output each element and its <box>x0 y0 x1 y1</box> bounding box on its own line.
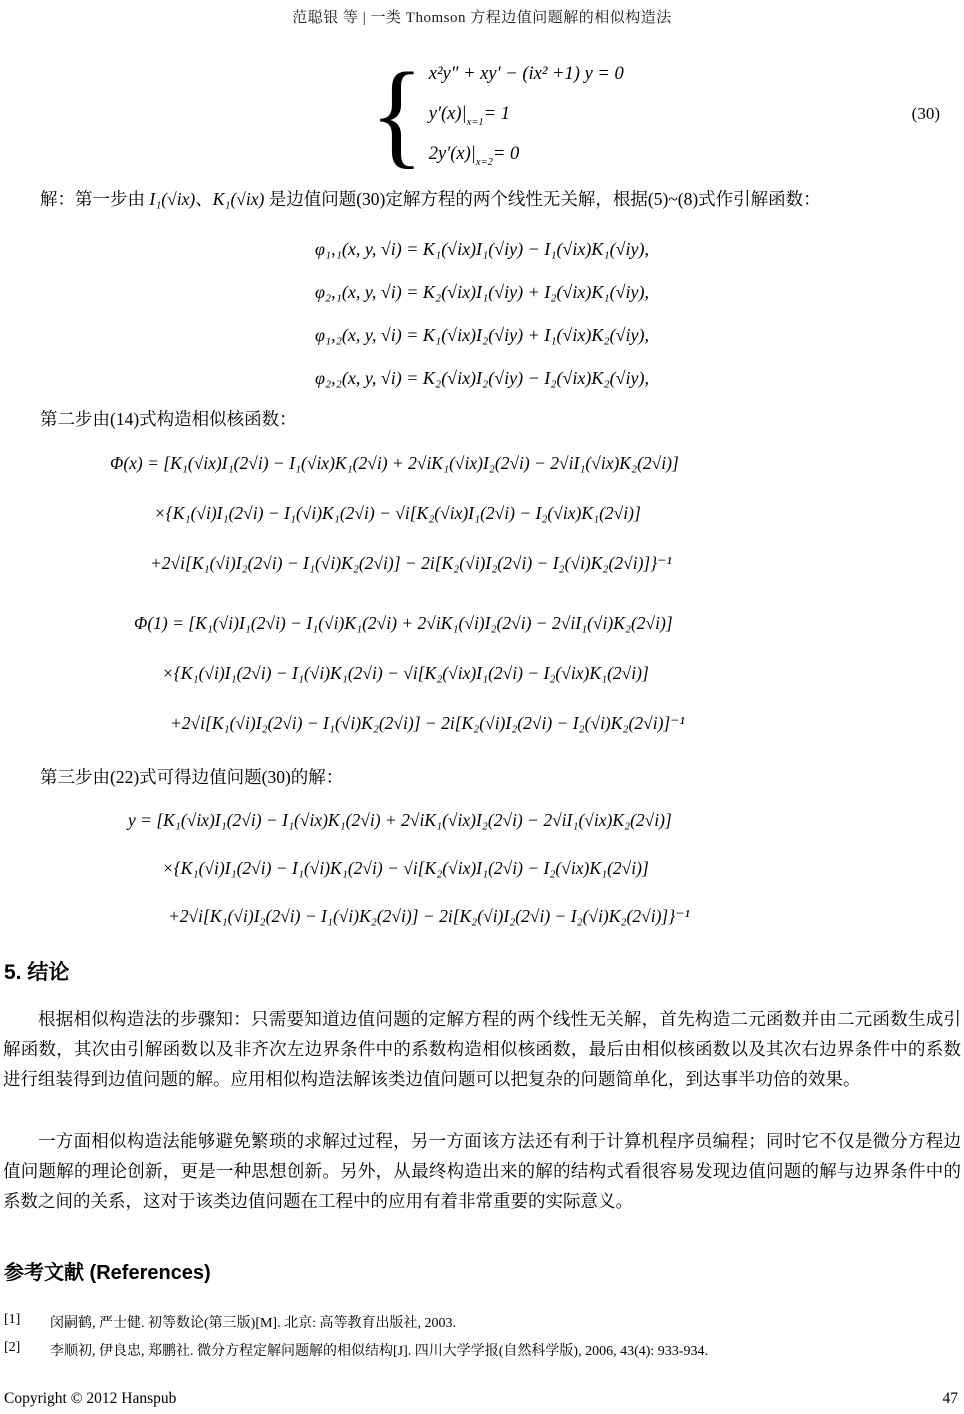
intro-text: 是边值问题(30)定解方程的两个线性无关解，根据(5)~(8)式作引解函数： <box>264 189 821 209</box>
page-footer <box>4 1390 958 1408</box>
equation-30-lines <box>429 54 624 174</box>
equation-30 <box>370 48 624 180</box>
phi-x-line-1: Φ(x) = [K₁(√ix)I₁(2√i) − I₁(√ix)K₁(2√i) + 2√iK₁(√ix)I₂(2√i) − 2√iI₁(√ix)K₂(2√i)] <box>110 453 679 473</box>
phi-x-line-3: +2√i[K₁(√i)I₂(2√i) − I₁(√i)K₂(2√i)] − 2i[K₂(√i)I₂(2√i) − I₂(√i)K₂(2√i)]}⁻¹ <box>150 553 672 573</box>
reference-list <box>4 1312 960 1368</box>
step2-label: 第二步由(14)式构造相似核函数： <box>40 409 297 429</box>
intro-math-K1: K₁(√ix) <box>212 189 265 209</box>
references-heading: 参考文献 (References) <box>4 1262 211 1284</box>
guide-function-equations <box>0 228 964 400</box>
equation-number-30: (30) <box>911 104 940 123</box>
phi-1-line-2: ×{K₁(√i)I₁(2√i) − I₁(√i)K₁(2√i) − √i[K₂(√ix)I₁(2√i) − I₂(√ix)K₁(2√i)] <box>162 663 649 683</box>
phi-1-line-1: Φ(1) = [K₁(√i)I₁(2√i) − I₁(√i)K₁(2√i) + 2√iK₁(√i)I₂(2√i) − 2√iI₁(√i)K₂(2√i)] <box>134 613 673 633</box>
intro-math-I1: I₁(√ix) <box>149 189 196 209</box>
phi-1-line-3: +2√i[K₁(√i)I₂(2√i) − I₁(√i)K₂(2√i)] − 2i[K₂(√i)I₂(2√i) − I₂(√i)K₂(2√i)]⁻¹ <box>170 713 685 733</box>
kernel-function-phi-1 <box>134 598 685 748</box>
left-curly-brace: { <box>370 48 424 180</box>
reference-index: [2] <box>4 1340 21 1355</box>
solution-y-formula <box>128 796 690 940</box>
section-heading-conclusion: 5. 结论 <box>4 961 70 984</box>
phi-equation-3: φ₁,₂(x, y, √i) = K₁(√ix)I₂(√iy) + I₁(√ix)K₂(√iy), <box>314 325 650 345</box>
equation-subscript: x=1 <box>466 116 484 128</box>
y-line-3: +2√i[K₁(√i)I₂(2√i) − I₁(√i)K₂(2√i)] − 2i[K₂(√i)I₂(2√i) − I₂(√i)K₂(2√i)]}⁻¹ <box>168 906 690 926</box>
reference-text: 闵嗣鹤, 严士健. 初等数论(第三版)[M]. 北京: 高等教育出版社, 2003. <box>50 1316 456 1331</box>
reference-item-1 <box>4 1312 960 1332</box>
phi-x-line-2: ×{K₁(√i)I₁(2√i) − I₁(√i)K₁(2√i) − √i[K₂(√ix)I₁(2√i) − I₂(√ix)K₁(2√i)] <box>154 503 641 523</box>
intro-text: 解：第一步由 <box>40 189 150 209</box>
conclusion-paragraph-2: 一方面相似构造法能够避免繁琐的求解过过程，另一方面该方法还有利于计算机程序员编程；同时它不仅是微分方程边值问题解的理论创新，更是一种思想创新。另外，从最终构造出来的解的结构式看很容易发现边值问题的解与边界条件中的系数之间的关系，这对于该类边值问题在工程中的应用有着非常重要的实际意义。 <box>3 1131 961 1211</box>
equation-text: 2y′(x)| <box>428 143 476 164</box>
y-line-1: y = [K₁(√ix)I₁(2√i) − I₁(√ix)K₁(2√i) + 2√iK₁(√ix)I₂(2√i) − 2√iI₁(√ix)K₂(2√i)] <box>128 810 672 830</box>
phi-equation-2: φ₂,₁(x, y, √i) = K₂(√ix)I₁(√iy) + I₂(√ix)K₁(√iy), <box>314 282 650 302</box>
reference-item-2 <box>4 1340 960 1360</box>
equation-30-line-2 <box>429 94 624 134</box>
equation-subscript: x=2 <box>475 156 493 168</box>
copyright-notice: Copyright © 2012 Hanspub <box>4 1390 177 1407</box>
equation-30-line-1 <box>429 54 624 94</box>
phi-equation-4: φ₂,₂(x, y, √i) = K₂(√ix)I₂(√iy) − I₂(√ix)K₂(√iy), <box>314 368 650 388</box>
equation-text: = 0 <box>492 143 520 164</box>
equation-text: y′(x)| <box>428 103 467 124</box>
solution-intro-paragraph <box>40 186 940 211</box>
reference-text: 李顺初, 伊良忠, 郑鹏社. 微分方程定解问题解的相似结构[J]. 四川大学学报(自然科学版), 2006, 43(4): 933-934. <box>50 1344 708 1359</box>
y-line-2: ×{K₁(√i)I₁(2√i) − I₁(√i)K₁(2√i) − √i[K₂(√ix)I₁(2√i) − I₂(√ix)K₁(2√i)] <box>162 858 649 878</box>
step3-label: 第三步由(22)式可得边值问题(30)的解： <box>40 767 344 787</box>
conclusion-paragraph-1: 根据相似构造法的步骤知：只需要知道边值问题的定解方程的两个线性无关解，首先构造二元函数并由二元函数生成引解函数，其次由引解函数以及非齐次左边界条件中的系数构造相似核函数，最后由相似核函数以及其次右边界条件中的系数进行组装得到边值问题的解。应用相似构造法解该类边值问题可以把复杂的问题简单化，到达事半功倍的效果。 <box>3 1009 961 1089</box>
phi-equation-1: φ₁,₁(x, y, √i) = K₁(√ix)I₁(√iy) − I₁(√ix)K₁(√iy), <box>314 239 650 259</box>
equation-text: = 1 <box>483 103 511 124</box>
reference-index: [1] <box>4 1312 21 1327</box>
intro-separator: 、 <box>195 189 213 209</box>
running-head: 范聪银 等 | 一类 Thomson 方程边值问题解的相似构造法 <box>292 10 672 26</box>
page-number: 47 <box>942 1390 958 1407</box>
equation-30-line-3 <box>429 134 624 174</box>
kernel-function-phi-x <box>110 438 679 588</box>
equation-text: x²y″ + xy′ − (ix² +1) y = 0 <box>428 63 624 84</box>
